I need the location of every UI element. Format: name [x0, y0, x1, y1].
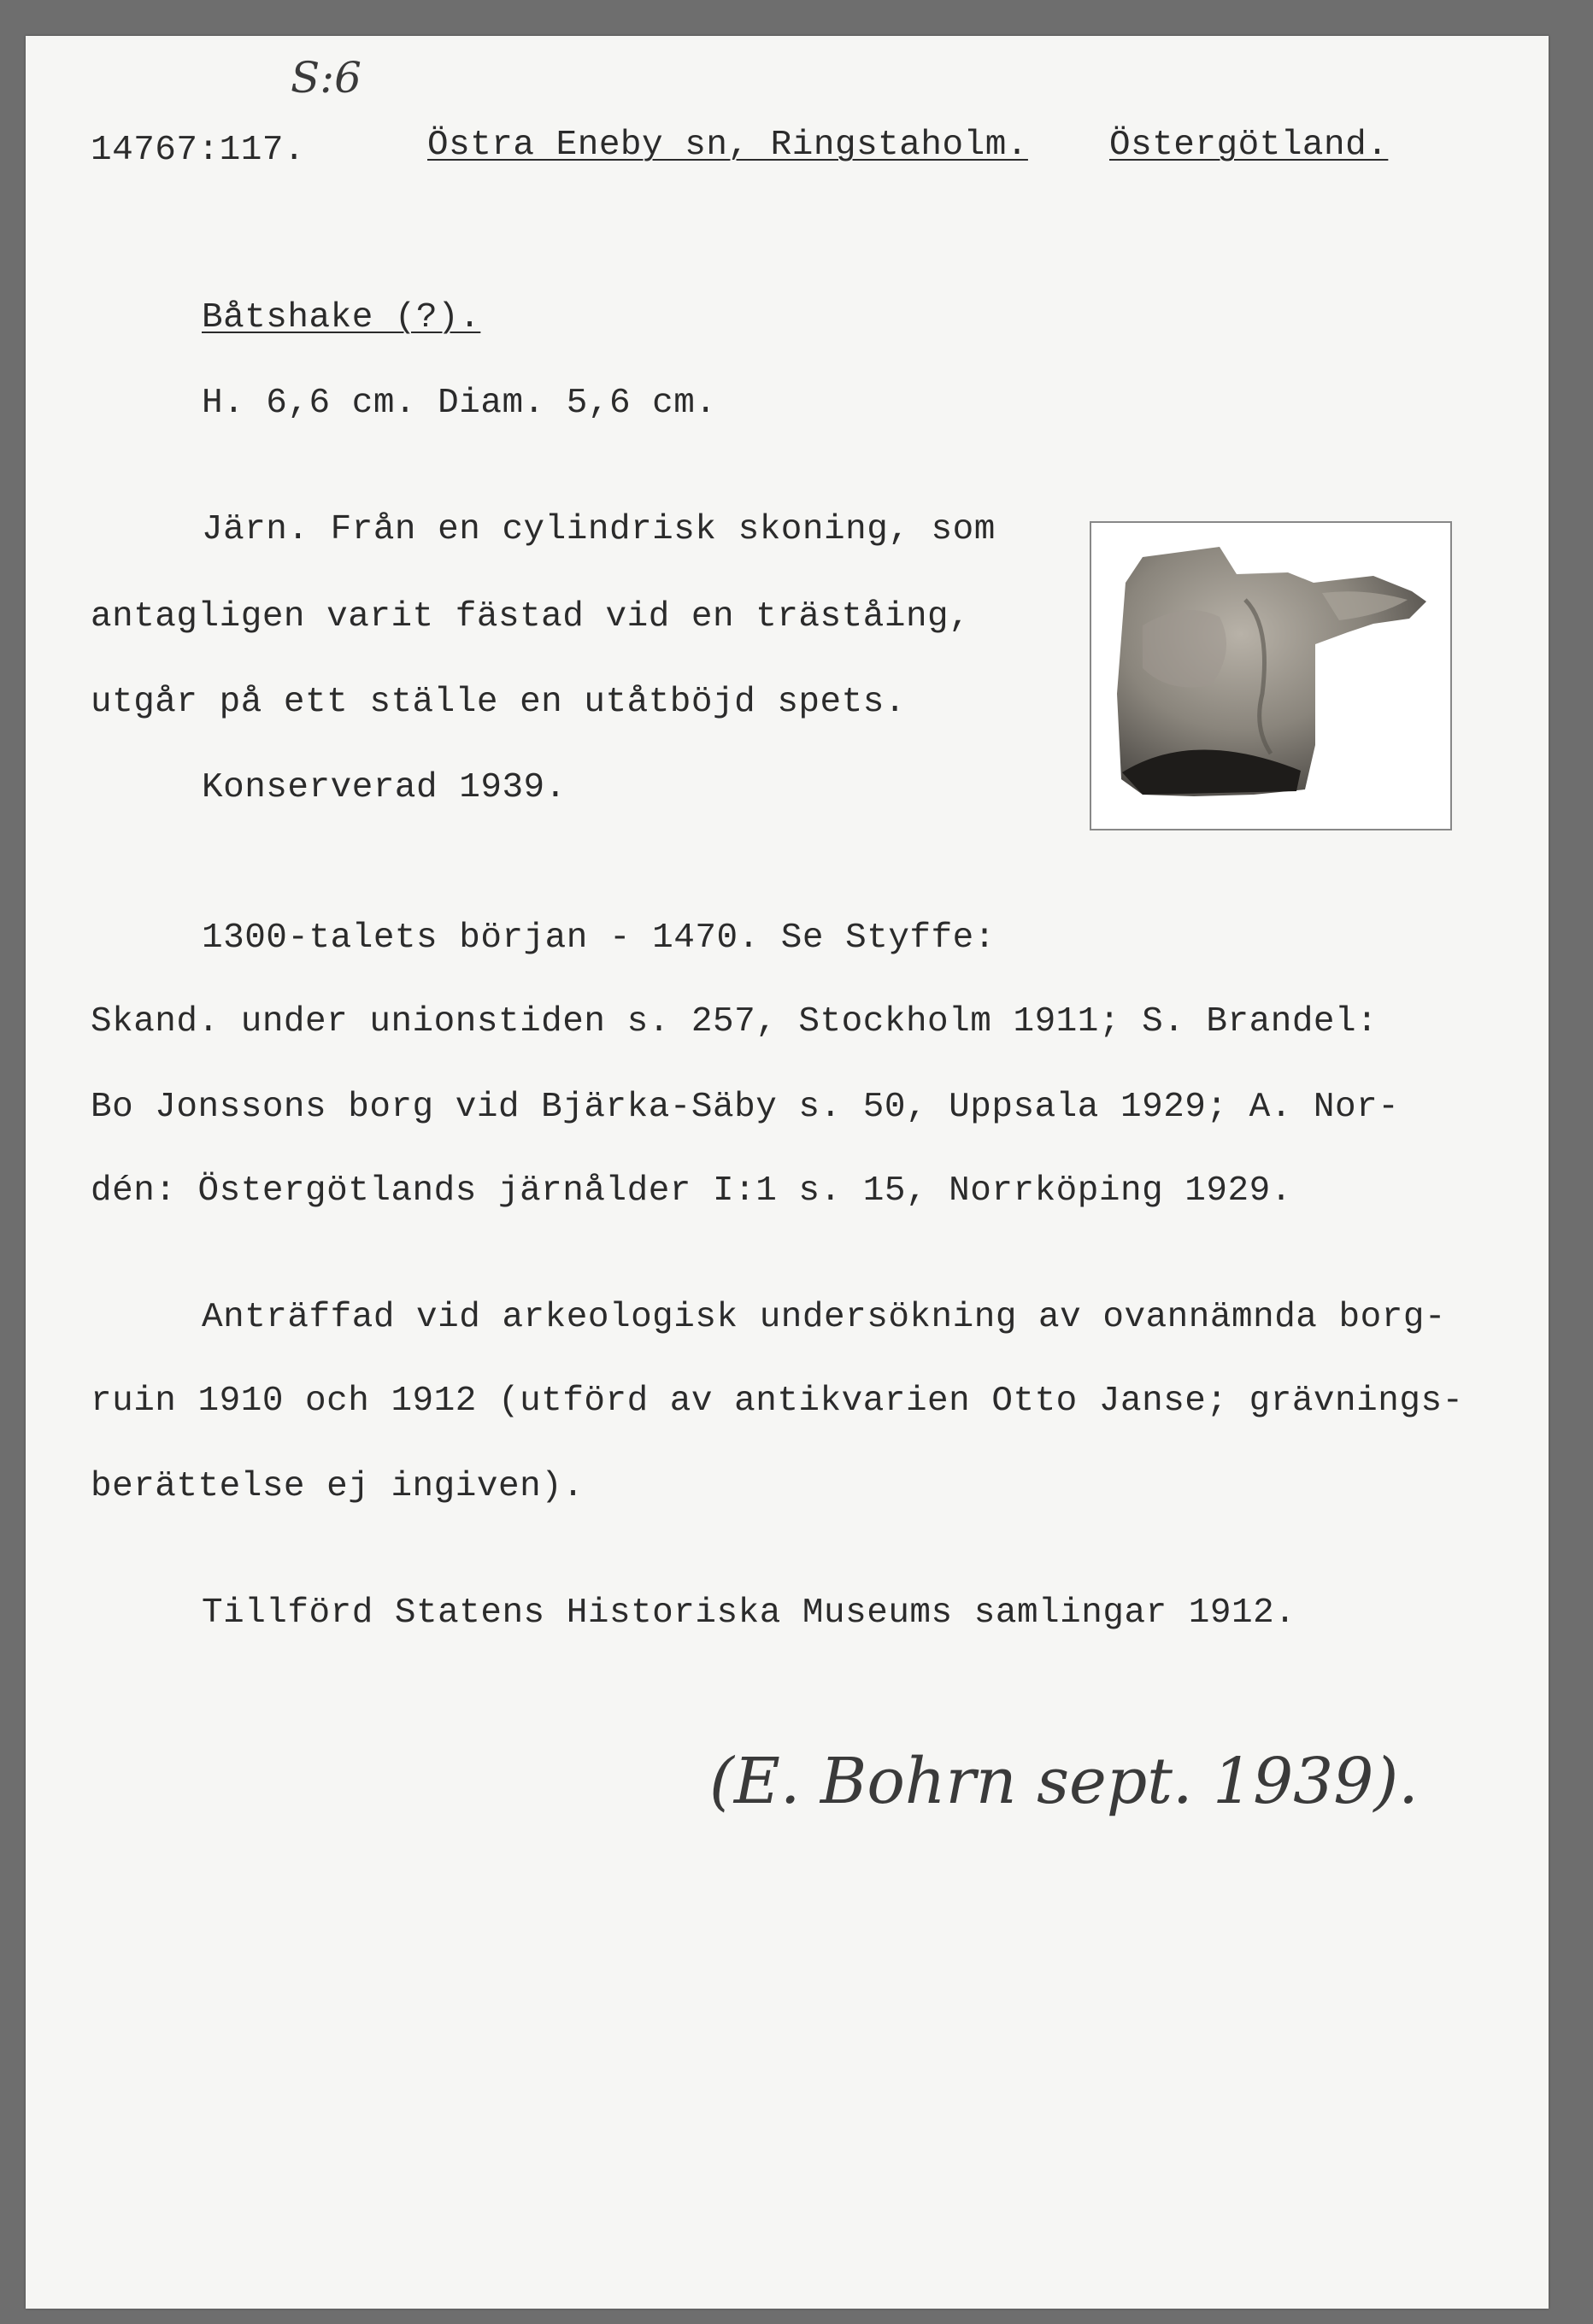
- dating-line: Skand. under unionstiden s. 257, Stockholm 1911; S. Brandel:: [91, 1002, 1378, 1042]
- province: Östergötland.: [1109, 126, 1389, 165]
- handwritten-shelf-mark: S:6: [291, 53, 362, 103]
- object-name: Båtshake (?).: [202, 298, 481, 337]
- acquisition-note: Tillförd Statens Historiska Museums samlingar 1912.: [202, 1593, 1296, 1633]
- object-dimensions: H. 6,6 cm. Diam. 5,6 cm.: [202, 384, 717, 423]
- handwritten-signature: (E. Bohrn sept. 1939).: [709, 1745, 1419, 1818]
- conservation-note: Konserverad 1939.: [202, 768, 567, 807]
- description-line: utgår på ett ställe en utåtböjd spets.: [91, 683, 906, 722]
- dating-line: dén: Östergötlands järnålder I:1 s. 15, Norrköping 1929.: [91, 1171, 1292, 1211]
- dating-line: 1300-talets början - 1470. Se Styffe:: [202, 918, 996, 958]
- description-line: antagligen varit fästad vid en träståing,: [91, 597, 971, 637]
- boat-hook-image: [1091, 523, 1450, 829]
- catalog-number: 14767:117.: [91, 131, 306, 170]
- find-line: ruin 1910 och 1912 (utförd av antikvarien Otto Janse; grävnings-: [91, 1382, 1464, 1421]
- description-line: Järn. Från en cylindrisk skoning, som: [202, 510, 996, 549]
- find-place: Östra Eneby sn, Ringstaholm.: [427, 126, 1028, 165]
- object-photograph: [1090, 521, 1452, 830]
- dating-line: Bo Jonssons borg vid Bjärka-Säby s. 50, Uppsala 1929; A. Nor-: [91, 1088, 1400, 1127]
- find-line: Anträffad vid arkeologisk undersökning av ovannämnda borg-: [202, 1298, 1447, 1337]
- catalog-card: [26, 36, 1549, 2309]
- find-line: berättelse ej ingiven).: [91, 1467, 585, 1506]
